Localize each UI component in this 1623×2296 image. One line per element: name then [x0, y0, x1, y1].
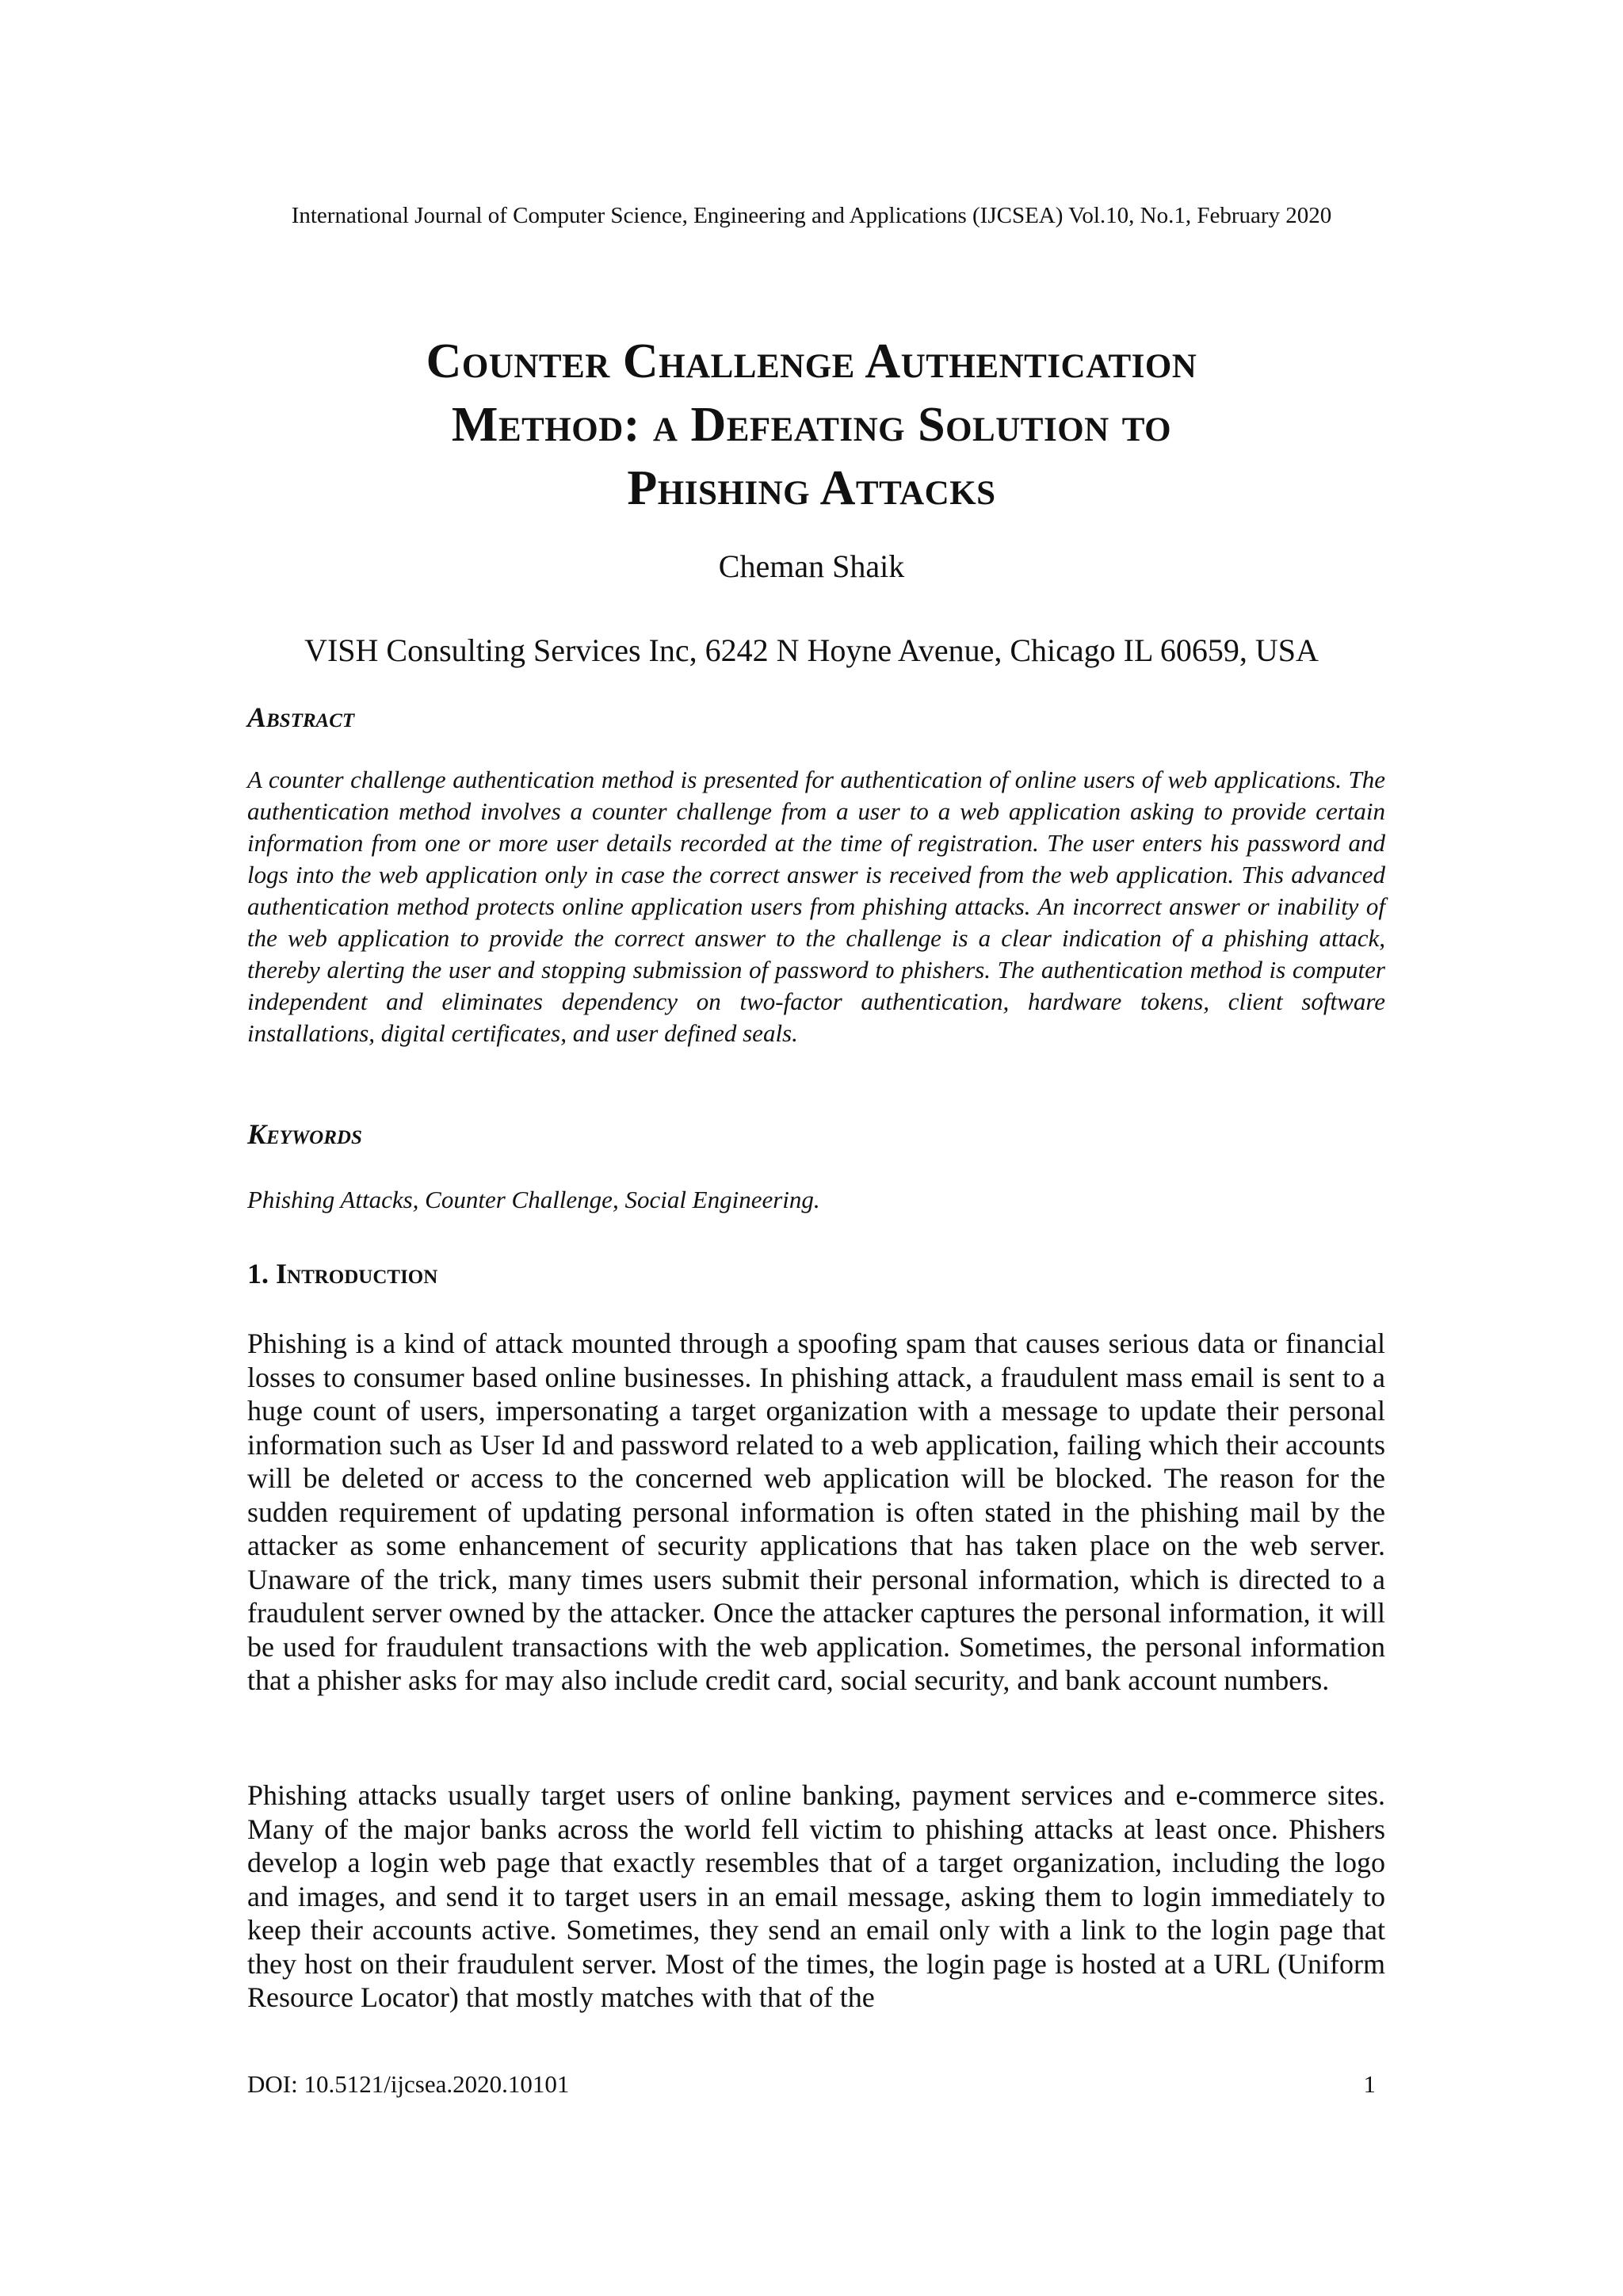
running-header: International Journal of Computer Science, Engineering and Applications (IJCSEA) Vol.10, No.1, February 2020: [291, 203, 1332, 228]
title-line: Phishing Attacks: [627, 461, 996, 515]
body-paragraph: Phishing attacks usually target users of online banking, payment services and e-commerce sites. Many of the major banks across the world fell victim to phishing attacks at least once. Phishers develop a login web page that exactly resembles that of a target organization, including the logo and images, and send it to target users in an email message, asking them to login immediately to keep their accounts active. Sometimes, they send an email only with a link to the login page that they host on their fraudulent server. Most of the times, the login page is hosted at a URL (Uniform Resource Locator) that mostly matches with that of the: [247, 1779, 1385, 2013]
abstract-heading: Abstract: [247, 701, 355, 733]
abstract-text: A counter challenge authentication method is presented for authentication of online users of web applications. The authentication method involves a counter challenge from a user to a web application asking to provide certain information from one or more user details recorded at the time of registration. The user enters his password and logs into the web application only in case the correct answer is received from the web application. This advanced authentication method protects online application users from phishing attacks. An incorrect answer or inability of the web application to provide the correct answer to the challenge is a clear indication of a phishing attack, thereby alerting the user and stopping submission of password to phishers. The authentication method is computer independent and eliminates dependency on two-factor authentication, hardware tokens, client software installations, digital certificates, and user defined seals.: [247, 766, 1385, 1047]
keywords-text: Phishing Attacks, Counter Challenge, Social Engineering.: [247, 1186, 820, 1213]
doi-footer: DOI: 10.5121/ijcsea.2020.10101: [247, 2070, 570, 2098]
title-line: Counter Challenge Authentication: [426, 334, 1197, 388]
author-affiliation: VISH Consulting Services Inc, 6242 N Hoyne Avenue, Chicago IL 60659, USA: [304, 632, 1319, 668]
page-number: 1: [1363, 2070, 1376, 2098]
introduction-heading: 1. Introduction: [247, 1258, 438, 1289]
author-name: Cheman Shaik: [718, 548, 905, 584]
body-paragraph: Phishing is a kind of attack mounted through a spoofing spam that causes serious data or financial losses to consumer based online businesses. In phishing attack, a fraudulent mass email is sent to a huge count of users, impersonating a target organization with a message to update their personal information such as User Id and password related to a web application, failing which their accounts will be deleted or access to the concerned web application will be blocked. The reason for the sudden requirement of updating personal information is often stated in the phishing mail by the attacker as some enhancement of security applications that has taken place on the web server. Unaware of the trick, many times users submit their personal information, which is directed to a fraudulent server owned by the attacker. Once the attacker captures the personal information, it will be used for fraudulent transactions with the web application. Sometimes, the personal information that a phisher asks for may also include credit card, social security, and bank account numbers.: [247, 1328, 1385, 1696]
keywords-heading: Keywords: [247, 1118, 362, 1150]
paper-title: [238, 330, 1385, 520]
title-line: Method: a Defeating Solution to: [451, 398, 1172, 452]
